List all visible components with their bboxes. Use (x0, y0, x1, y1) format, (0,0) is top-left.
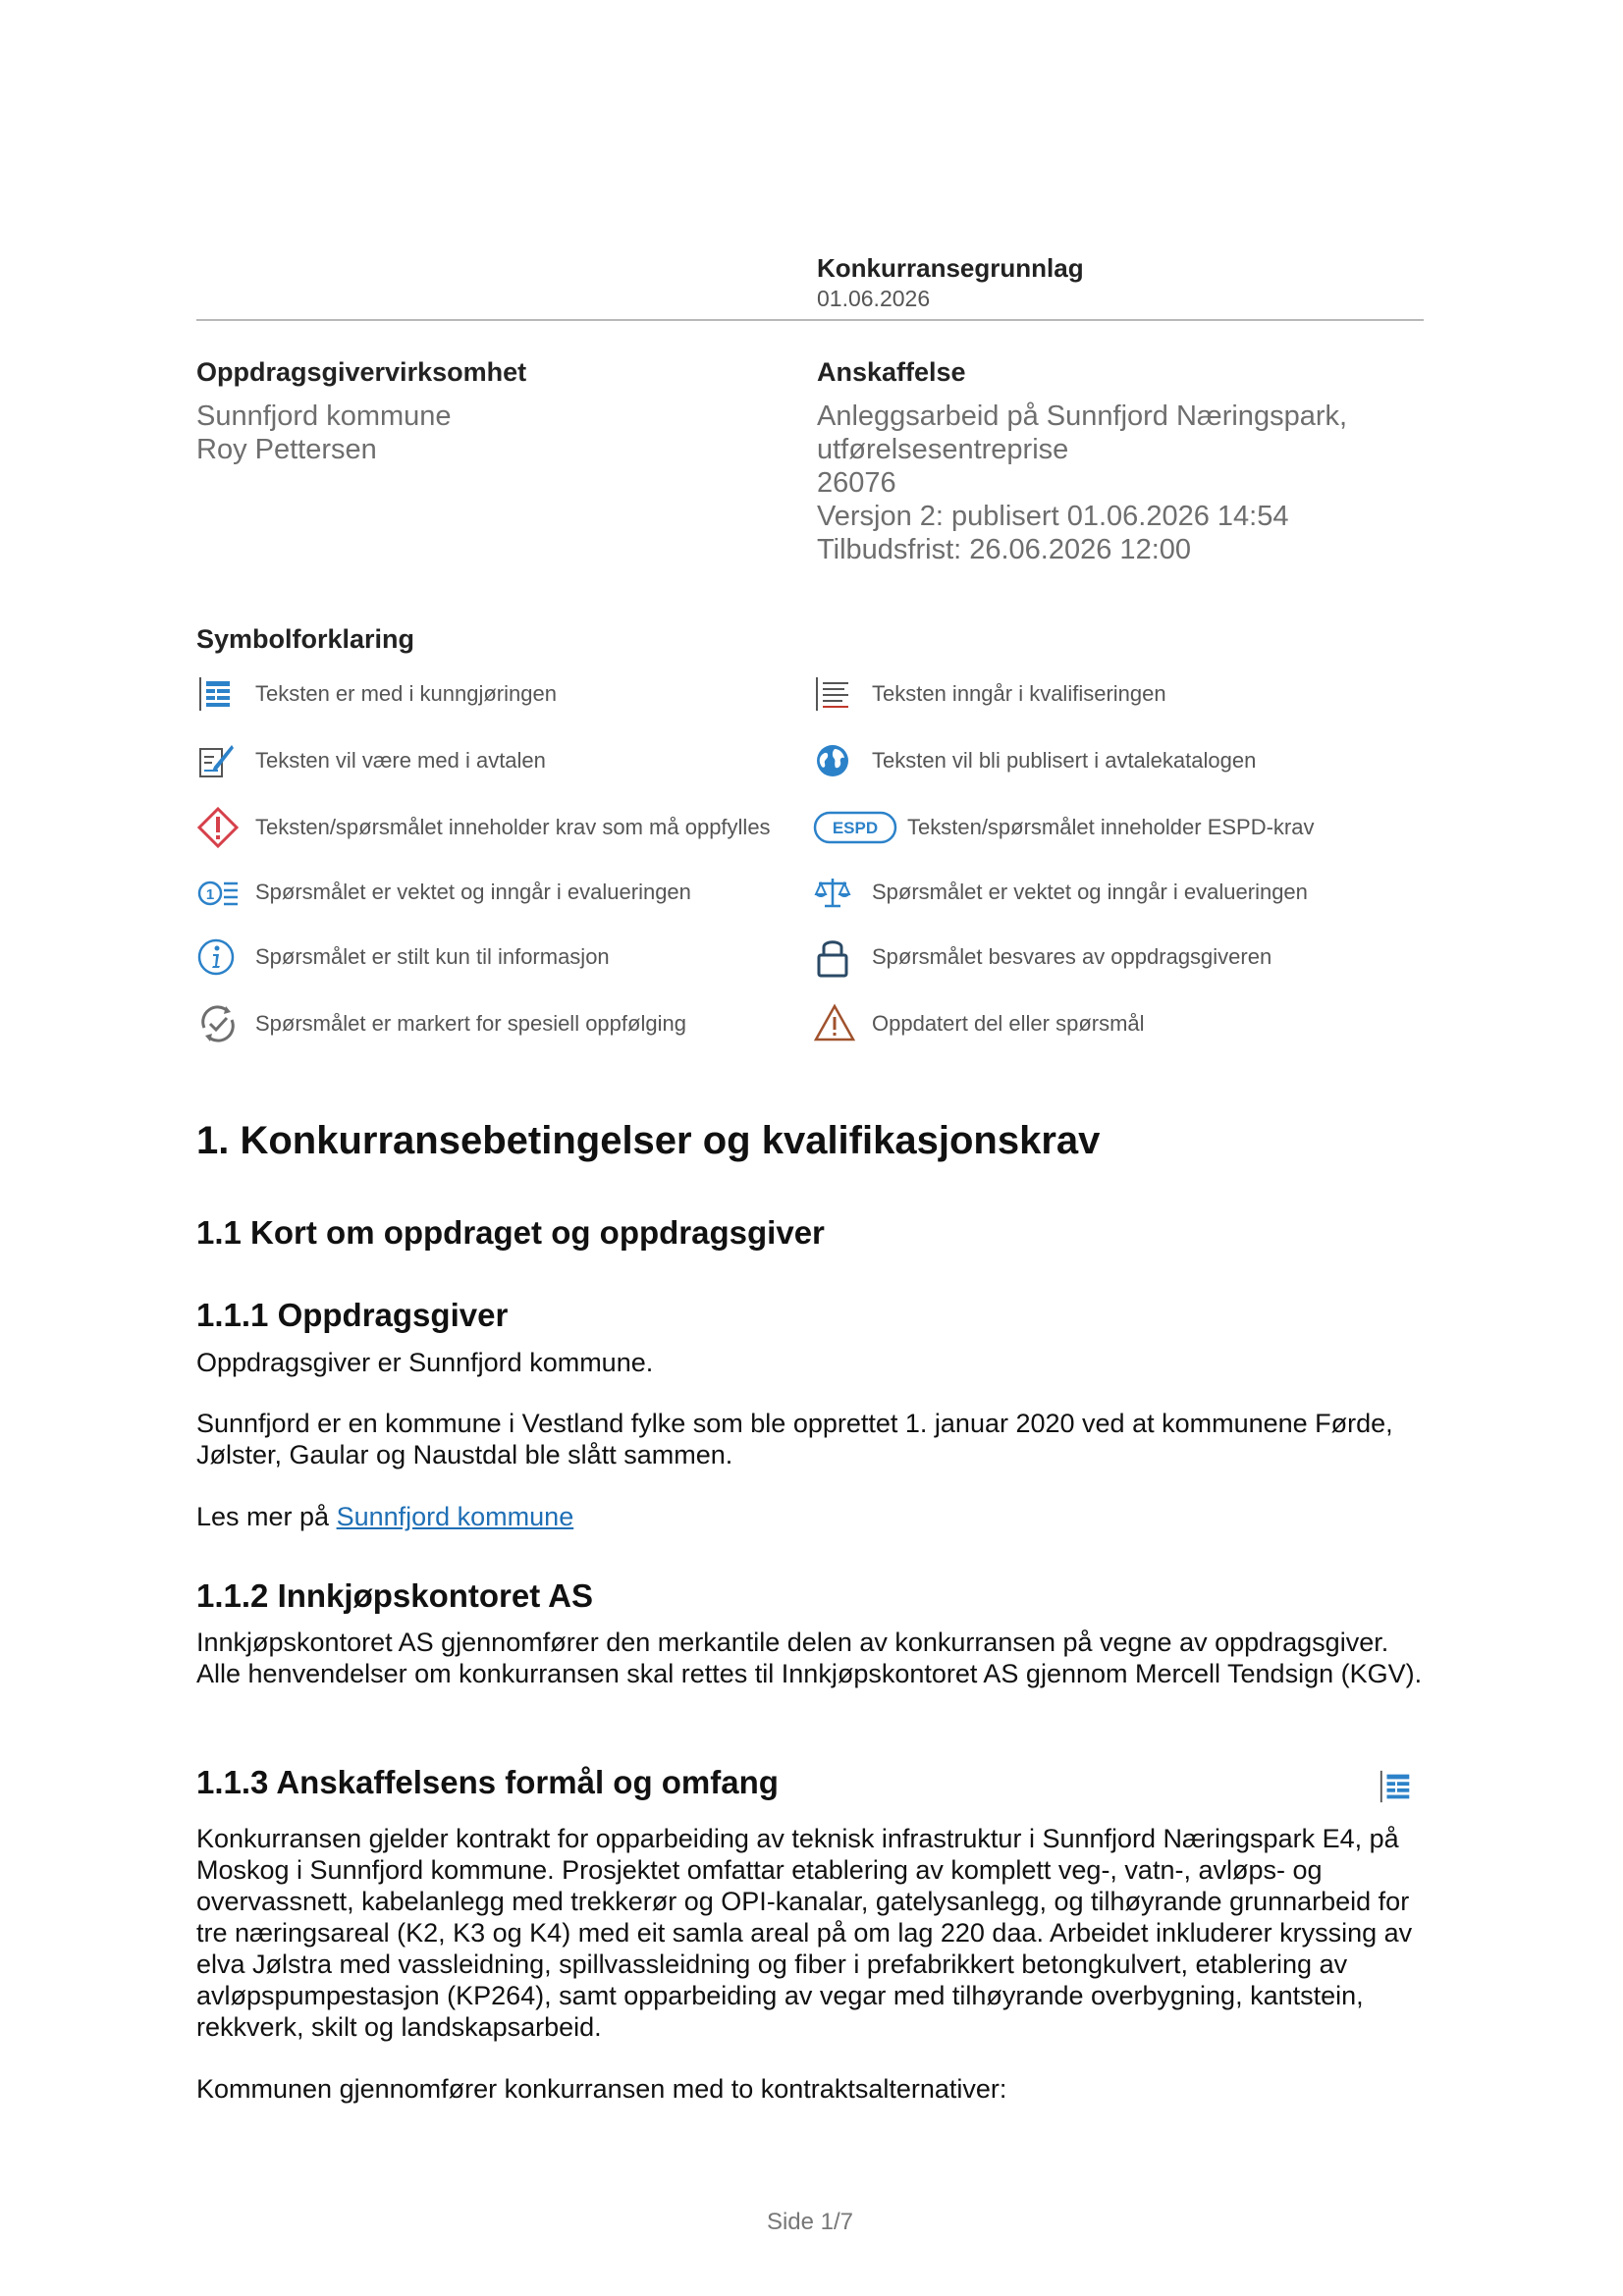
procurement-info (817, 357, 1426, 566)
subsection-heading: 1.1 Kort om oppdraget og oppdragsgiver (196, 1214, 825, 1251)
procurement-type: utførelsesentreprise (817, 434, 1069, 465)
announcement-icon (1378, 1767, 1415, 1806)
svg-text:1: 1 (205, 886, 215, 903)
legend-item (813, 805, 1315, 850)
read-more-prefix: Les mer på (196, 1502, 337, 1531)
legend-text: Spørsmålet er vektet og inngår i evalueringen (872, 880, 1308, 904)
scope-heading: 1.1.3 Anskaffelsens formål og omfang (196, 1764, 779, 1800)
client-contact: Roy Pettersen (196, 434, 377, 465)
lock-icon (813, 934, 860, 980)
warning-diamond-icon (196, 805, 243, 850)
legend-item (196, 934, 610, 980)
document-page (196, 0, 1424, 2296)
client-heading: 1.1.1 Oppdragsgiver (196, 1297, 509, 1333)
document-type: Konkurransegrunnlag (817, 253, 1084, 283)
page-number: Side 1/7 (766, 2209, 854, 2235)
globe-icon (813, 738, 860, 783)
legend-text: Oppdatert del eller spørsmål (872, 1011, 1145, 1036)
legend-text: Teksten/spørsmålet inneholder krav som må oppfylles (255, 815, 771, 839)
legend-item (196, 671, 557, 717)
client-info (196, 357, 785, 466)
legend-text: Spørsmålet er vektet og inngår i evalueringen (255, 880, 691, 904)
procurement-version: Versjon 2: publisert 01.06.2026 14:54 (817, 501, 1289, 532)
office-heading: 1.1.2 Innkjøpskontoret AS (196, 1577, 594, 1614)
legend-title: Symbolforklaring (196, 624, 415, 654)
office-paragraph: Innkjøpskontoret AS gjennomfører den merkantile delen av konkurransen på vegne av oppdragsgiver. Alle henvendelser om konkurransen skal rettes til Innkjøpskontoret AS gjennom Mercell Tendsign (KGV). (196, 1628, 1423, 1688)
weighted-list-icon (196, 870, 243, 915)
follow-up-icon (196, 1001, 243, 1046)
scope-paragraph-1: Konkurransen gjelder kontrakt for opparbeiding av teknisk infrastruktur i Sunnfjord Næringspark E4, på Moskog i Sunnfjord kommune. Prosjektet omfattar etablering av komplett veg-, vatn-, avløps- og overvassnett, kabelanlegg med trekkerør og OPI-kanalar, gatelysanlegg, og tilhøyrande grunnarbeid for tre næringsareal (K2, K3 og K4) med eit samla areal på om lag 220 daa. Arbeidet inkluderer kryssing av elva Jølstra med vassleidning, spillvassleidning og fiber i prefabrikkert betongkulvert, etablering av avløpspumpestasjon (KP264), samt opparbeiding av vegar med tilhøyrande overbygning, kantstein, rekkverk, skilt og landskapsarbeid. (196, 1824, 1413, 2042)
legend-text: Teksten inngår i kvalifiseringen (872, 681, 1166, 706)
legend-item (196, 805, 771, 850)
section-heading: 1. Konkurransebetingelser og kvalifikasjonskrav (196, 1119, 1101, 1162)
legend-item (813, 671, 1166, 717)
contract-pen-icon (196, 738, 243, 783)
procurement-name: Anleggsarbeid på Sunnfjord Næringspark, (817, 400, 1348, 432)
legend-item (196, 1001, 686, 1046)
client-title: Oppdragsgivervirksomhet (196, 357, 527, 387)
legend-item (196, 738, 546, 783)
legend-text: Spørsmålet besvares av oppdragsgiveren (872, 944, 1272, 969)
client-paragraph-2: Sunnfjord er en kommune i Vestland fylke som ble opprettet 1. januar 2020 ved at kommunene Førde, Jølster, Gaular og Naustdal ble slått sammen. (196, 1409, 1393, 1469)
procurement-reference: 26076 (817, 467, 896, 499)
scope-paragraph-2: Kommunen gjennomfører konkurransen med to kontraktsalternativer: (196, 2074, 1007, 2104)
legend-item (813, 1001, 1145, 1046)
legend-item (813, 870, 1308, 915)
legend-text: Teksten er med i kunngjøringen (255, 681, 557, 706)
client-name: Sunnfjord kommune (196, 400, 452, 432)
legend-item (196, 870, 691, 915)
scale-icon (813, 870, 860, 915)
legend-text: Teksten/spørsmålet inneholder ESPD-krav (907, 815, 1315, 839)
client-paragraph-3 (196, 1501, 1424, 1532)
info-icon (196, 934, 243, 980)
procurement-title: Anskaffelse (817, 357, 966, 387)
legend-text: Spørsmålet er stilt kun til informasjon (255, 944, 610, 969)
espd-badge-icon (813, 805, 901, 850)
updated-triangle-icon (813, 1001, 860, 1046)
sunnfjord-kommune-link[interactable]: Sunnfjord kommune (336, 1502, 574, 1531)
qualification-icon (813, 671, 860, 717)
procurement-deadline: Tilbudsfrist: 26.06.2026 12:00 (817, 534, 1192, 565)
legend-item (813, 934, 1271, 980)
client-paragraph-1: Oppdragsgiver er Sunnfjord kommune. (196, 1348, 654, 1377)
legend-text: Teksten vil være med i avtalen (255, 748, 546, 773)
legend-item (813, 738, 1256, 783)
document-date: 01.06.2026 (817, 286, 931, 311)
legend-text: Spørsmålet er markert for spesiell oppfølging (255, 1011, 686, 1036)
svg-text:ESPD: ESPD (832, 819, 879, 837)
announcement-icon (196, 671, 243, 717)
header-divider (196, 319, 1424, 321)
legend-text: Teksten vil bli publisert i avtalekatalogen (872, 748, 1257, 773)
